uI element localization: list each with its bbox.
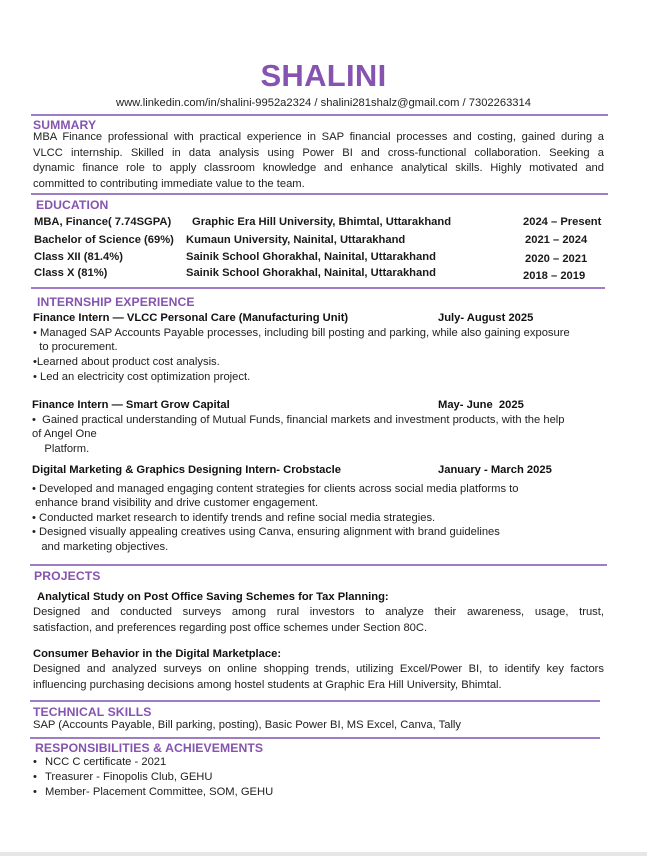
skills-divider: [30, 737, 600, 739]
job-title: Finance Intern — VLCC Personal Care (Manufacturing Unit): [33, 312, 349, 324]
project-line: Designed and conducted surveys among rural investors to analyze their awareness, usage, trust,: [33, 606, 604, 618]
education-divider: [31, 287, 605, 289]
education-degree: Class XII (81.4%): [34, 251, 123, 263]
job-dates: May- June 2025: [438, 399, 524, 411]
job-bullet: • Gained practical understanding of Mutual Funds, financial markets and investment products, with the help: [32, 414, 565, 426]
achievements-heading: RESPONSIBILITIES & ACHIEVEMENTS: [35, 741, 264, 755]
achievement-bullet-icon: •: [33, 786, 37, 798]
experience-heading: INTERNSHIP EXPERIENCE: [37, 295, 195, 309]
job-bullet: of Angel One: [32, 428, 97, 440]
achievement-item: Treasurer - Finopolis Club, GEHU: [45, 771, 213, 783]
education-years: 2018 – 2019: [523, 270, 586, 282]
header-divider: [31, 114, 608, 116]
summary-line: committed to contributing immediate value to the team.: [33, 177, 305, 190]
project-title: Consumer Behavior in the Digital Marketplace:: [33, 648, 282, 660]
job-bullet: to procurement.: [33, 341, 118, 353]
experience-divider: [30, 564, 607, 566]
education-years: 2024 – Present: [523, 216, 602, 228]
summary-line: dynamic finance role to apply classroom knowledge and enhance analytical skills. Highly motivated and: [33, 162, 604, 174]
job-bullet: Platform.: [32, 443, 90, 455]
education-years: 2020 – 2021: [525, 253, 588, 265]
job-bullet: • Led an electricity cost optimization project.: [33, 371, 251, 383]
project-description: [33, 662, 604, 693]
project-title: Analytical Study on Post Office Saving Schemes for Tax Planning:: [37, 591, 389, 603]
education-degree: Class X (81%): [34, 267, 108, 279]
job-bullet: •Learned about product cost analysis.: [33, 356, 220, 368]
skills-text: SAP (Accounts Payable, Bill parking, posting), Basic Power BI, MS Excel, Canva, Tally: [33, 719, 462, 731]
job-bullet: • Designed visually appealing creatives using Canva, ensuring alignment with brand guidelines: [32, 526, 500, 538]
achievement-bullet-icon: •: [33, 756, 37, 768]
candidate-name: SHALINI: [260, 58, 387, 93]
summary-heading: SUMMARY: [33, 118, 97, 132]
job-bullet: and marketing objectives.: [32, 541, 169, 553]
education-institution: Kumaun University, Nainital, Uttarakhand: [186, 234, 406, 246]
skills-heading: TECHNICAL SKILLS: [33, 705, 152, 719]
achievement-item: Member- Placement Committee, SOM, GEHU: [45, 786, 274, 798]
project-line: satisfaction, and preferences regarding post office schemes under Section 80C.: [33, 621, 428, 634]
summary-line: MBA Finance professional with practical experience in SAP financial processes and costing, gained during a: [33, 131, 604, 143]
project-description: [33, 605, 604, 636]
summary-divider: [31, 193, 608, 195]
job-bullet: • Conducted market research to identify trends and refine social media strategies.: [32, 512, 436, 524]
education-heading: EDUCATION: [36, 198, 109, 212]
job-title: Digital Marketing & Graphics Designing Intern- Crobstacle: [32, 464, 341, 476]
education-institution: Graphic Era Hill University, Bhimtal, Uttarakhand: [192, 216, 452, 228]
job-bullet: • Managed SAP Accounts Payable processes, including bill posting and parking, while also gaining exposure: [33, 327, 570, 339]
projects-divider: [30, 700, 600, 702]
summary-line: VLCC internship. Skilled in data analysis using Power BI and cross-functional collaboration. Seeking a: [33, 146, 604, 159]
job-dates: January - March 2025: [438, 464, 552, 476]
page-bottom-edge: [0, 852, 647, 856]
projects-heading: PROJECTS: [34, 569, 101, 583]
job-title: Finance Intern — Smart Grow Capital: [32, 399, 230, 411]
education-degree: Bachelor of Science (69%): [34, 234, 174, 246]
project-line: influencing purchasing decisions among hostel students at Graphic Era Hill University, Bhimtal.: [33, 678, 502, 691]
job-bullet: enhance brand visibility and drive customer engagement.: [32, 497, 319, 509]
education-years: 2021 – 2024: [525, 234, 588, 246]
summary-text: [33, 130, 604, 192]
job-dates: July- August 2025: [438, 312, 534, 324]
project-line: Designed and analyzed surveys on online shopping trends, utilizing Excel/Power BI, to identify key factors: [33, 663, 604, 675]
contact-info: www.linkedin.com/in/shalini-9952a2324 / shalini281shalz@gmail.com / 7302263314: [116, 97, 531, 109]
education-institution: Sainik School Ghorakhal, Nainital, Uttarakhand: [186, 251, 436, 263]
education-degree: MBA, Finance( 7.74SGPA): [34, 216, 172, 228]
achievement-bullet-icon: •: [33, 771, 37, 783]
job-bullet: • Developed and managed engaging content strategies for clients across social media platforms to: [32, 483, 519, 495]
achievement-item: NCC C certificate - 2021: [45, 756, 167, 768]
education-institution: Sainik School Ghorakhal, Nainital, Uttarakhand: [186, 267, 436, 279]
